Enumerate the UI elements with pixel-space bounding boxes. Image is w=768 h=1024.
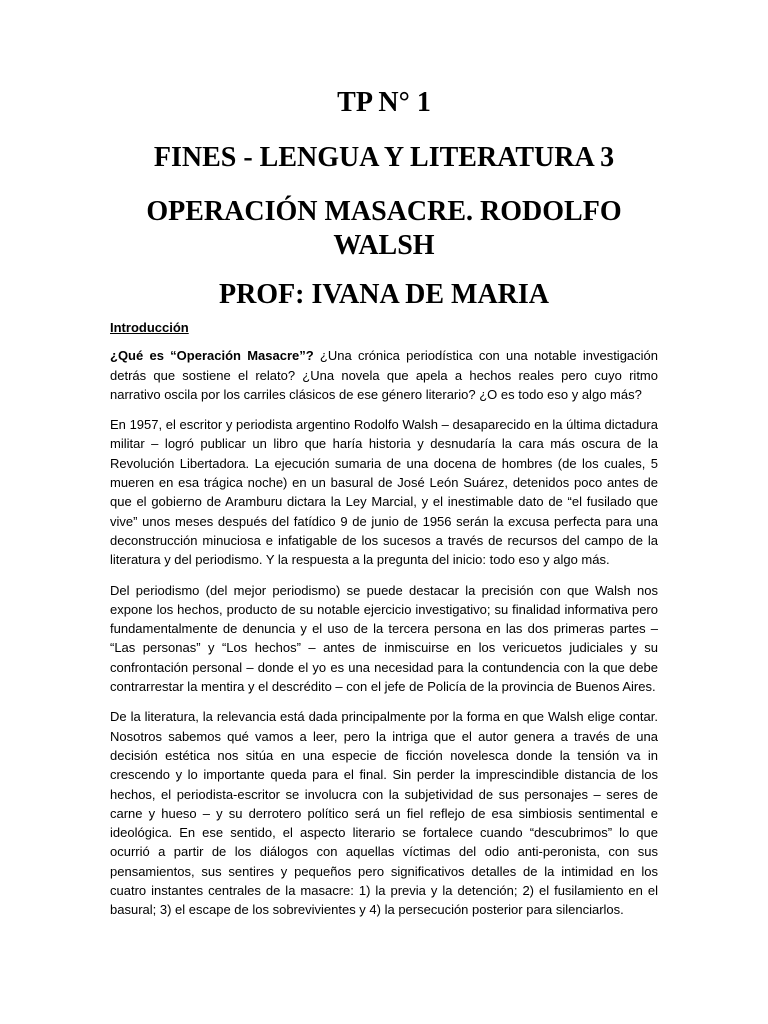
paragraph-2: En 1957, el escritor y periodista argentino Rodolfo Walsh – desaparecido en la última dictadura militar – logró publicar un libro que haría historia y desnudaría la cara más oscura de la Revolución Libertadora. La ejecución sumaria de una docena de hombres (de los cuales, 5 mueren en esa trágica noche) en un basural de José León Suárez, detenidos poco antes de que el gobierno de Aramburu dictara la Ley Marcial, y el inestimable dato de “el fusilado que vive” unos meses después del fatídico 9 de junio de 1956 serán la excusa perfecta para una deconstrucción minuciosa e infatigable de los sucesos a través de recursos del campo de la literatura y del periodismo. Y la respuesta a la pregunta del inicio: todo eso y algo más. [110,417,658,568]
paragraph-4: De la literatura, la relevancia está dada principalmente por la forma en que Walsh elige contar. Nosotros sabemos qué vamos a leer, pero la intriga que el autor genera a través de una decisión estética nos sitúa en una especie de ficción novelesca donde la tensión va in crescendo y lo importante queda para el final. Sin perder la imprescindible distancia de los hechos, el periodista-escritor se involucra con la subjetividad de sus personajes – seres de carne y hueso – y su derrotero político será un fiel reflejo de esa simbiosis sentimental e ideológica. En ese sentido, el aspecto literario se fortalece cuando “descubrimos” lo que ocurrió a partir de los diálogos con aquellas víctimas del odio anti-peronista, con sus pensamientos, sus sentires y pequeños pero significativos detalles de la intimidad en los cuatro instantes centrales de la masacre: 1) la previa y la detención; 2) el fusilamiento en el basural; 3) el escape de los sobrevivientes y 4) la persecución posterior para silenciarlos. [110,709,658,918]
paragraph-1-rest: ¿Una crónica periodística con una notable investigación detrás que sostiene el relato? ¿Una novela que apela a hechos reales pero cuyo ritmo narrativo oscila por los carriles clásicos de ese género literario? ¿O es todo eso y algo más? [110,348,658,402]
title-course: FINES - LENGUA Y LITERATURA 3 [153,142,615,173]
title-work: OPERACIÓN MASACRE. RODOLFO WALSH [146,196,622,261]
document-body [110,318,658,931]
section-heading-introduccion: Introducción [110,320,189,335]
title-block [110,82,658,332]
title-tp-number: TP N° 1 [337,87,431,118]
paragraph-1-lead: ¿Qué es “Operación Masacre”? [110,348,314,364]
paragraph-3: Del periodismo (del mejor periodismo) se puede destacar la precisión con que Walsh nos expone los hechos, producto de su notable ejercicio investigativo; su finalidad informativa pero fundamentalmente de denuncia y el uso de la tercera persona en las dos primeras partes – “Las personas” y “Los hechos” – antes de inmiscuirse en los vericuetos judiciales y su confrontación personal – donde el yo es una necesidad para la contundencia con la que debe contrarrestar la mentira y el descrédito – con el jefe de Policía de la provincia de Buenos Aires. [110,582,658,695]
paragraph-1 [110,346,658,404]
title-professor: PROF: IVANA DE MARIA [218,279,550,310]
